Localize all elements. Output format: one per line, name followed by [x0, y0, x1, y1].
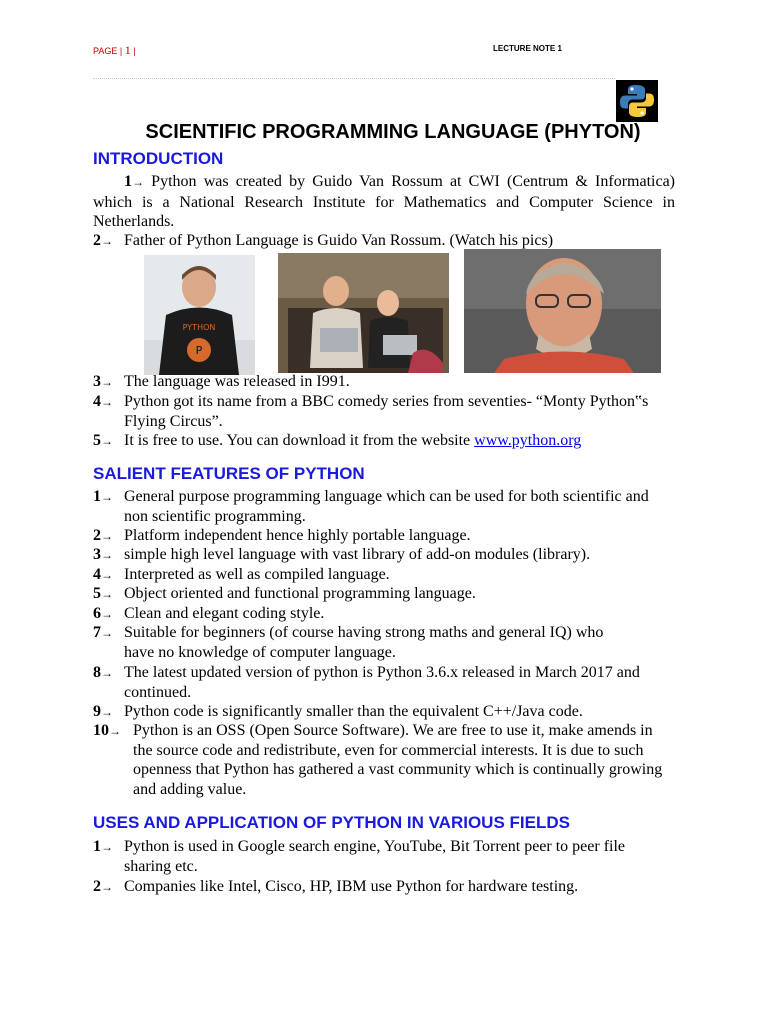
header-rule — [93, 78, 615, 79]
feature-item-4: 4→ Interpreted as well as compiled language. — [93, 566, 390, 583]
document-title: SCIENTIFIC PROGRAMMING LANGUAGE (PHYTON) — [145, 121, 641, 143]
photo-guido-couch — [278, 253, 449, 373]
heading-introduction: INTRODUCTION — [93, 149, 224, 168]
page-header — [93, 40, 675, 60]
intro-item-5: 5→ It is free to use. You can download it from the website www.python.org — [93, 432, 582, 449]
photo-guido-portrait — [464, 249, 661, 373]
feature-item-10: 10→ Python is an OSS (Open Source Software). We are free to use it, make amends in the source code and redistribute, even for commercial interests. It is due to such openness that Python has gathered a vast community which is continually growing and adding value. — [93, 722, 663, 798]
intro-item-2: 2→ Father of Python Language is Guido Van Rossum. (Watch his pics) — [93, 232, 554, 249]
feature-item-3: 3→ simple high level language with vast library of add-on modules (library). — [93, 546, 591, 563]
intro-item-3: 3→ The language was released in I991. — [93, 373, 350, 390]
feature-item-2: 2→ Platform independent hence highly portable language. — [93, 527, 471, 544]
intro-item-4: 4→ Python got its name from a BBC comedy series from seventies- “Monty Python‟s Flying Circus”. — [93, 393, 649, 430]
heading-uses-applications: USES AND APPLICATION OF PYTHON IN VARIOUS FIELDS — [93, 813, 570, 832]
use-item-1: 1→ Python is used in Google search engine, YouTube, Bit Torrent peer to peer file sharing etc. — [93, 838, 626, 875]
heading-salient-features: SALIENT FEATURES OF PYTHON — [93, 464, 365, 483]
feature-item-7: 7→ Suitable for beginners (of course having strong maths and general IQ) who have no knowledge of computer language. — [93, 624, 604, 661]
python-website-link[interactable]: www.python.org — [474, 432, 582, 449]
photo-guido-young — [144, 255, 255, 375]
use-item-2: 2→ Companies like Intel, Cisco, HP, IBM use Python for hardware testing. — [93, 878, 579, 895]
feature-item-9: 9→ Python code is significantly smaller than the equivalent C++/Java code. — [93, 703, 583, 720]
svg-text:P: P — [195, 344, 203, 357]
header-page-label: PAGE | 1 | — [93, 43, 136, 57]
intro-item-1: 1→ Python was created by Guido Van Rossum at CWI (Centrum & Informatica) which is a National Research Institute for Mathematics and Computer Science in Netherlands. — [93, 173, 675, 231]
feature-item-8: 8→ The latest updated version of python is Python 3.6.x released in March 2017 and continued. — [93, 664, 640, 701]
feature-item-1: 1→ General purpose programming language which can be used for both scientific and non scientific programming. — [93, 488, 649, 525]
svg-text:PYTHON: PYTHON — [182, 323, 216, 332]
feature-item-5: 5→ Object oriented and functional programming language. — [93, 585, 476, 602]
feature-item-6: 6→ Clean and elegant coding style. — [93, 605, 325, 622]
header-lecture-note: LECTURE NOTE 1 — [493, 44, 562, 53]
python-logo-icon — [616, 80, 658, 122]
